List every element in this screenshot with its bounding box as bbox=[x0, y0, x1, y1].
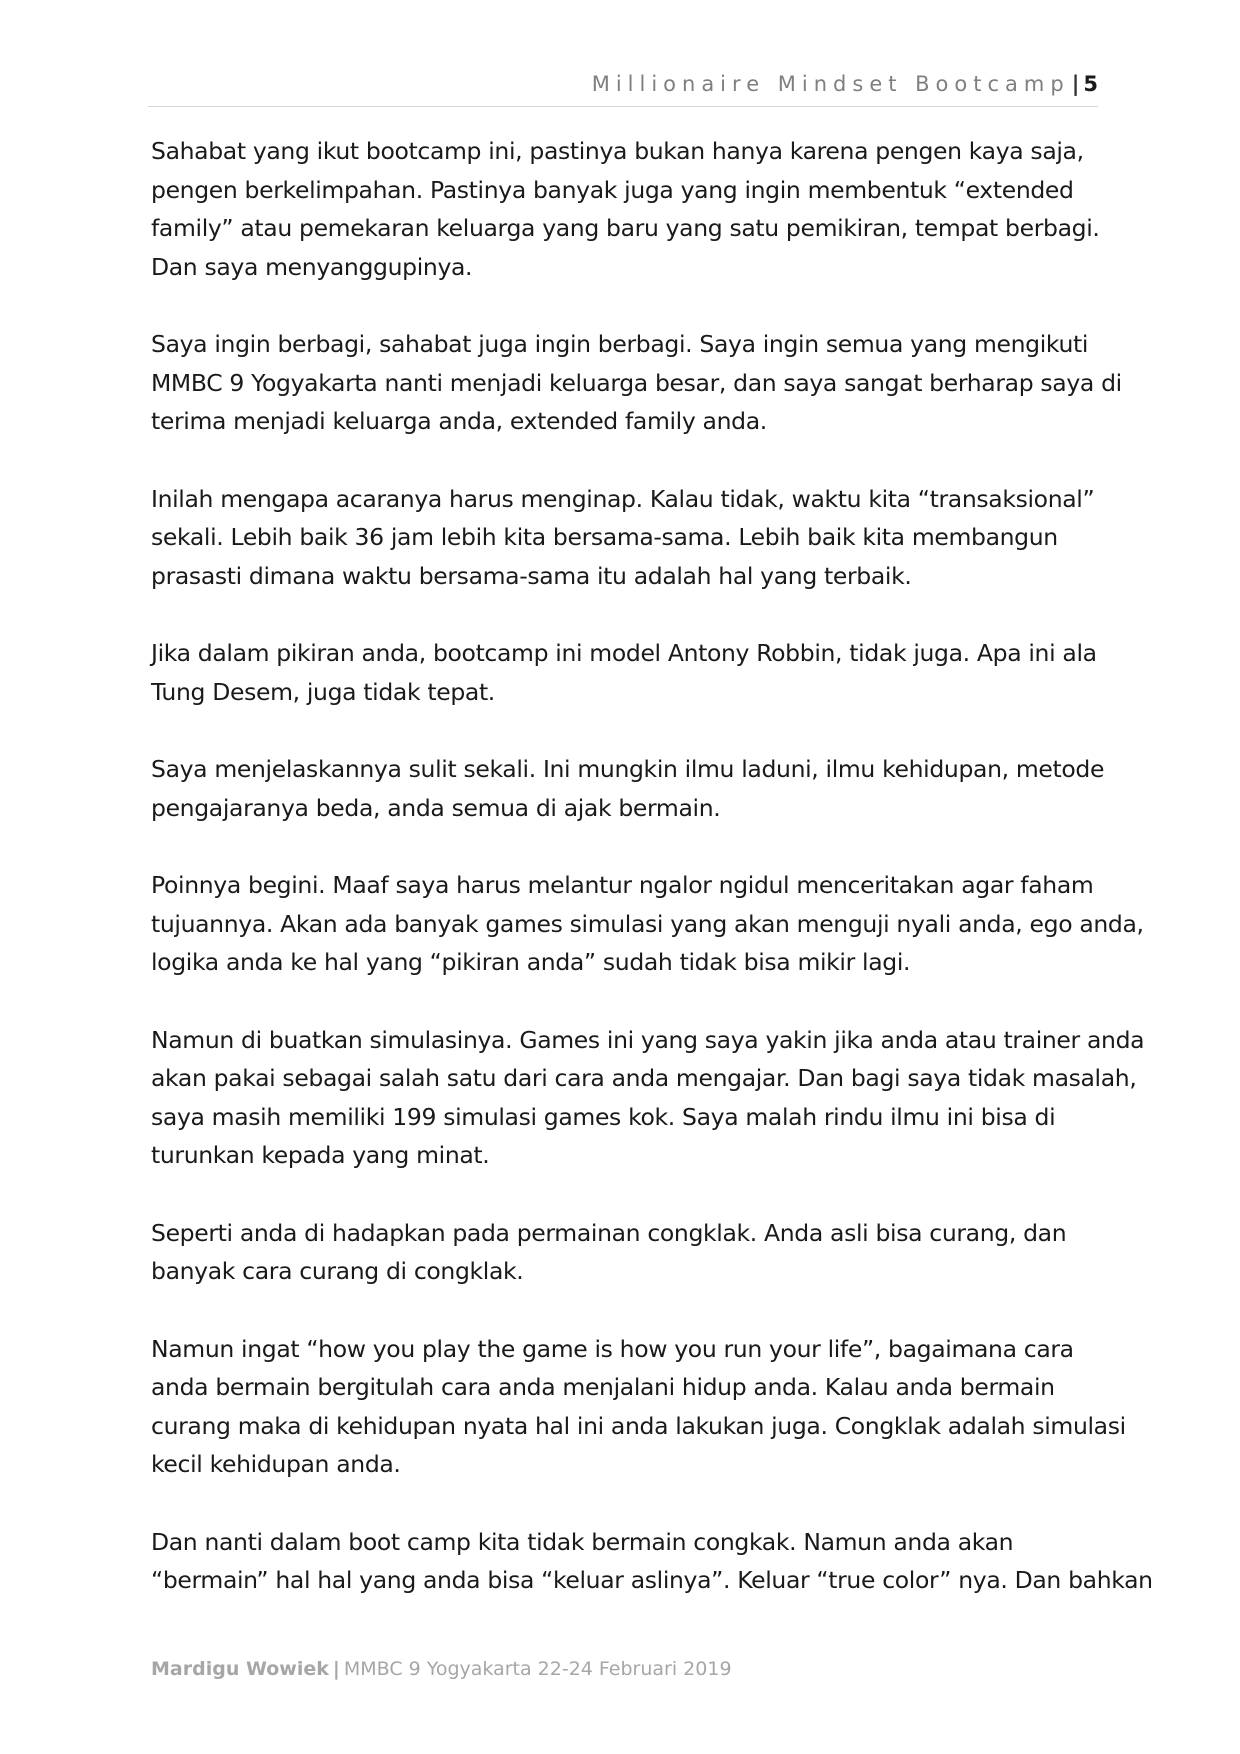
text-line: MMBC 9 Yogyakarta nanti menjadi keluarga besar, dan saya sangat berharap saya di bbox=[151, 368, 1122, 397]
body-text bbox=[151, 132, 1153, 1639]
paragraph bbox=[151, 132, 1101, 286]
page-header bbox=[148, 72, 1098, 107]
text-line: tujuannya. Akan ada banyak games simulasi yang akan menguji nyali anda, ego anda, bbox=[151, 909, 1144, 938]
text-line: logika anda ke hal yang “pikiran anda” sudah tidak bisa mikir lagi. bbox=[151, 948, 911, 976]
text-line: Jika dalam pikiran anda, bootcamp ini model Antony Robbin, tidak juga. Apa ini ala bbox=[151, 639, 1097, 667]
paragraph bbox=[151, 480, 1101, 596]
text-line: banyak cara curang di congklak. bbox=[151, 1257, 524, 1285]
text-line: saya masih memiliki 199 simulasi games kok. Saya malah rindu ilmu ini bisa di bbox=[151, 1102, 1056, 1131]
text-line: sekali. Lebih baik 36 jam lebih kita bersama-sama. Lebih baik kita membangun bbox=[151, 523, 1058, 551]
text-line: pengajaranya beda, anda semua di ajak bermain. bbox=[151, 793, 721, 822]
text-line: kecil kehidupan anda. bbox=[151, 1450, 401, 1478]
text-line: Dan saya menyanggupinya. bbox=[151, 252, 473, 281]
text-line: “bermain” hal hal yang anda bisa “keluar aslinya”. Keluar “true color” nya. Dan bahkan bbox=[151, 1566, 1153, 1594]
paragraph bbox=[151, 1214, 1101, 1291]
footer-author: Mardigu Wowiek bbox=[151, 1658, 329, 1680]
text-line: akan pakai sebagai salah satu dari cara anda mengajar. Dan bagi saya tidak masalah, bbox=[151, 1064, 1137, 1092]
paragraph bbox=[151, 1330, 1126, 1484]
text-line: Tung Desem, juga tidak tepat. bbox=[151, 677, 495, 706]
text-line: family” atau pemekaran keluarga yang baru yang satu pemikiran, tempat berbagi. bbox=[151, 214, 1100, 242]
paragraph bbox=[151, 325, 1122, 441]
text-line: Namun di buatkan simulasinya. Games ini yang saya yakin jika anda atau trainer anda bbox=[151, 1025, 1145, 1054]
text-line: anda bermain bergitulah cara anda menjalani hidup anda. Kalau anda bermain bbox=[151, 1373, 1055, 1401]
page-number: 5 bbox=[1083, 72, 1098, 96]
text-line: Poinnya begini. Maaf saya harus melantur ngalor ngidul menceritakan agar faham bbox=[151, 871, 1094, 899]
text-line: turunkan kepada yang minat. bbox=[151, 1141, 490, 1169]
page-footer bbox=[151, 1658, 732, 1680]
text-line: Saya menjelaskannya sulit sekali. Ini mungkin ilmu laduni, ilmu kehidupan, metode bbox=[151, 755, 1105, 783]
text-line: Saya ingin berbagi, sahabat juga ingin berbagi. Saya ingin semua yang mengikuti bbox=[151, 330, 1089, 358]
footer-separator: | bbox=[332, 1658, 340, 1680]
text-line: Dan nanti dalam boot camp kita tidak bermain congkak. Namun anda akan bbox=[151, 1527, 1014, 1556]
paragraph bbox=[151, 634, 1101, 711]
text-line: Seperti anda di hadapkan pada permainan congklak. Anda asli bisa curang, dan bbox=[151, 1218, 1067, 1247]
text-line: Inilah mengapa acaranya harus menginap. Kalau tidak, waktu kita “transaksional” bbox=[151, 484, 1095, 513]
paragraph bbox=[151, 1021, 1145, 1175]
text-line: terima menjadi keluarga anda, extended family anda. bbox=[151, 407, 767, 435]
text-line: Sahabat yang ikut bootcamp ini, pastinya bukan hanya karena pengen kaya saja, bbox=[151, 137, 1084, 165]
paragraph bbox=[151, 750, 1105, 827]
paragraph bbox=[151, 1523, 1153, 1600]
text-line: curang maka di kehidupan nyata hal ini anda lakukan juga. Congklak adalah simulasi bbox=[151, 1411, 1126, 1440]
header-separator: | bbox=[1071, 72, 1080, 96]
header-title: Millionaire Mindset Bootcamp bbox=[591, 72, 1070, 96]
paragraph bbox=[151, 866, 1144, 982]
text-line: Namun ingat “how you play the game is how you run your life”, bagaimana cara bbox=[151, 1334, 1074, 1363]
text-line: pengen berkelimpahan. Pastinya banyak juga yang ingin membentuk “extended bbox=[151, 175, 1074, 204]
text-line: prasasti dimana waktu bersama-sama itu adalah hal yang terbaik. bbox=[151, 561, 912, 590]
footer-event: MMBC 9 Yogyakarta 22-24 Februari 2019 bbox=[343, 1658, 732, 1680]
